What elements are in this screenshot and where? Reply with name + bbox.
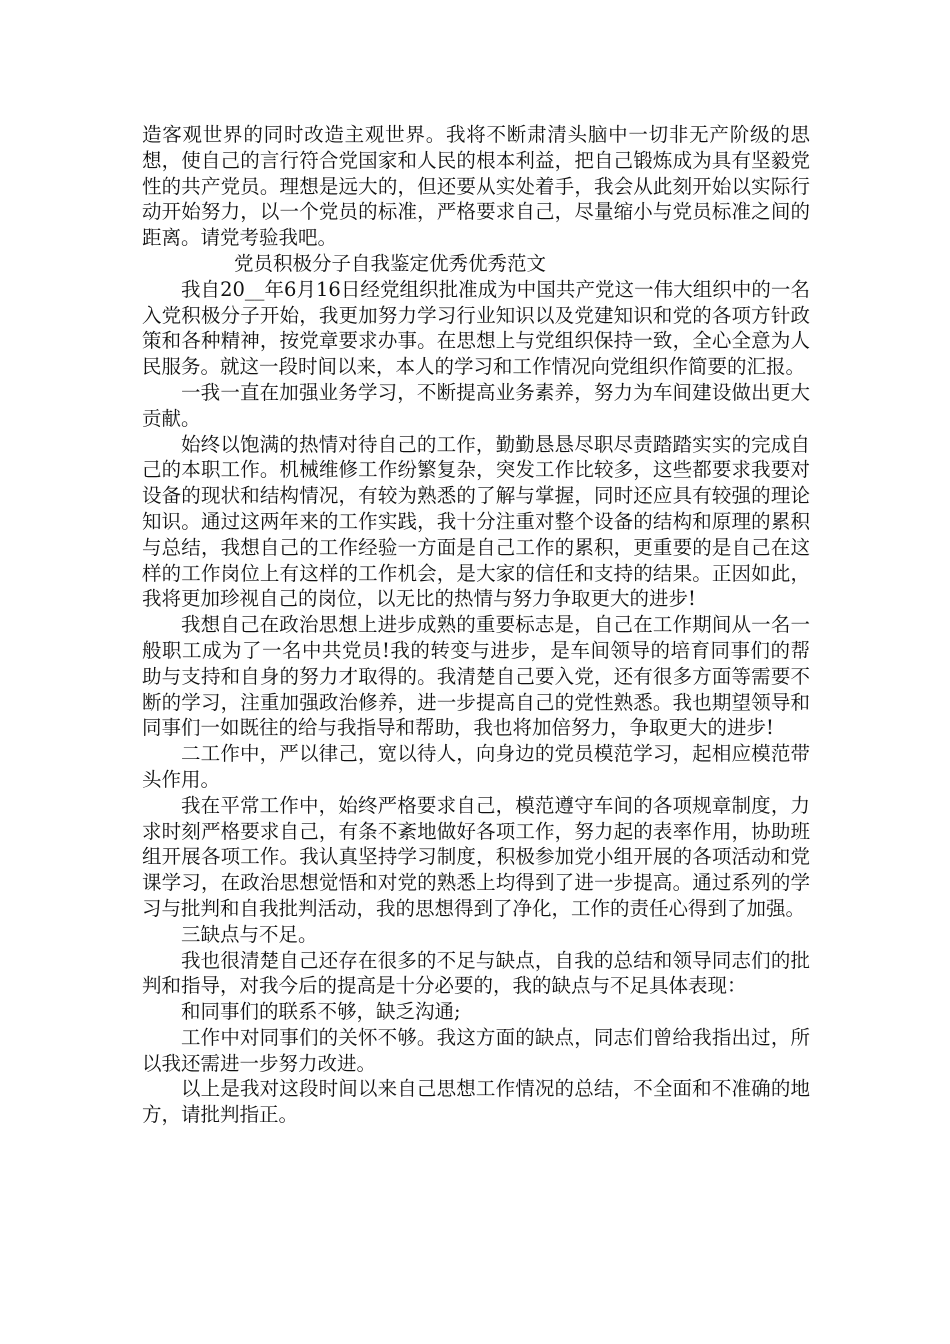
- document-title: 党员积极分子自我鉴定优秀优秀范文: [234, 251, 547, 275]
- paragraph-work-attitude: 始终以饱满的热情对待自己的工作，勤勤恳恳尽职尽责踏踏实实的完成自己的本职工作。机械维修工作纷繁复杂，突发工作比较多，这些都要求我要对设备的现状和结构情况，有较为熟悉的了解与掌握，同时还应具有较强的理论知识。通过这两年来的工作实践，我十分注重对整个设备的结构和原理的累积与总结，我想自己的工作经验一方面是自己工作的累积，更重要的是自己在这样的工作岗位上有这样的工作机会，是大家的信任和支持的结果。正因如此，我将更加珍视自己的岗位，以无比的热情与努力争取更大的进步!: [142, 432, 810, 611]
- section-heading-one: 一我一直在加强业务学习，不断提高业务素养，努力为车间建设做出更大贡献。: [142, 380, 810, 430]
- paragraph-intro: 我自20__年6月16日经党组织批准成为中国共产党这一伟大组织中的一名入党积极分子开始，我更加努力学习行业知识以及党建知识和党的各项方针政策和各种精神，按党章要求办事。在思想上与党组织保持一致，全心全意为人民服务。就这一段时间以来，本人的学习和工作情况向党组织作简要的汇报。: [142, 277, 810, 379]
- list-item-communication: 和同事们的联系不够，缺乏沟通;: [181, 1000, 461, 1024]
- paragraph-continuation: 造客观世界的同时改造主观世界。我将不断肃清头脑中一切非无产阶级的思想，使自己的言行符合党国家和人民的根本利益，把自己锻炼成为具有坚毅党性的共产党员。理想是远大的，但还要从实处着手，我会从此刻开始以实际行动开始努力，以一个党员的标准，严格要求自己，尽量缩小与党员标准之间的距离。请党考验我吧。: [142, 123, 810, 250]
- section-heading-two: 二工作中，严以律己，宽以待人，向身边的党员模范学习，起相应模范带头作用。: [142, 742, 810, 791]
- paragraph-conclusion: 以上是我对这段时间以来自己思想工作情况的总结，不全面和不准确的地方，请批判指正。: [142, 1077, 810, 1127]
- section-heading-three: 三缺点与不足。: [181, 922, 318, 946]
- paragraph-political-progress: 我想自己在政治思想上进步成熟的重要标志是，自己在工作期间从一名一般职工成为了一名中共党员!我的转变与进步，是车间领导的培育同事们的帮助与支持和自身的努力才取得的。我清楚自己要入党，还有很多方面等需要不断的学习，注重加强政治修养，进一步提高自己的党性熟悉。我也期望领导和同事们一如既往的给与我指导和帮助，我也将加倍努力，争取更大的进步!: [142, 613, 810, 740]
- document-page: [142, 122, 810, 1128]
- paragraph-daily-work: 我在平常工作中，始终严格要求自己，模范遵守车间的各项规章制度，力求时刻严格要求自己，有条不紊地做好各项工作，努力起的表率作用，协助班组开展各项工作。我认真坚持学习制度，积极参加党小组开展的各项活动和党课学习，在政治思想觉悟和对党的熟悉上均得到了进一步提高。通过系列的学习与批判和自我批判活动，我的思想得到了净化，工作的责任心得到了加强。: [142, 793, 810, 920]
- paragraph-shortcomings: 我也很清楚自己还存在很多的不足与缺点，自我的总结和领导同志们的批判和指导，对我今后的提高是十分必要的，我的缺点与不足具体表现：: [142, 948, 810, 998]
- list-item-care: 工作中对同事们的关怀不够。我这方面的缺点，同志们曾给我指出过，所以我还需进一步努力改进。: [142, 1025, 810, 1075]
